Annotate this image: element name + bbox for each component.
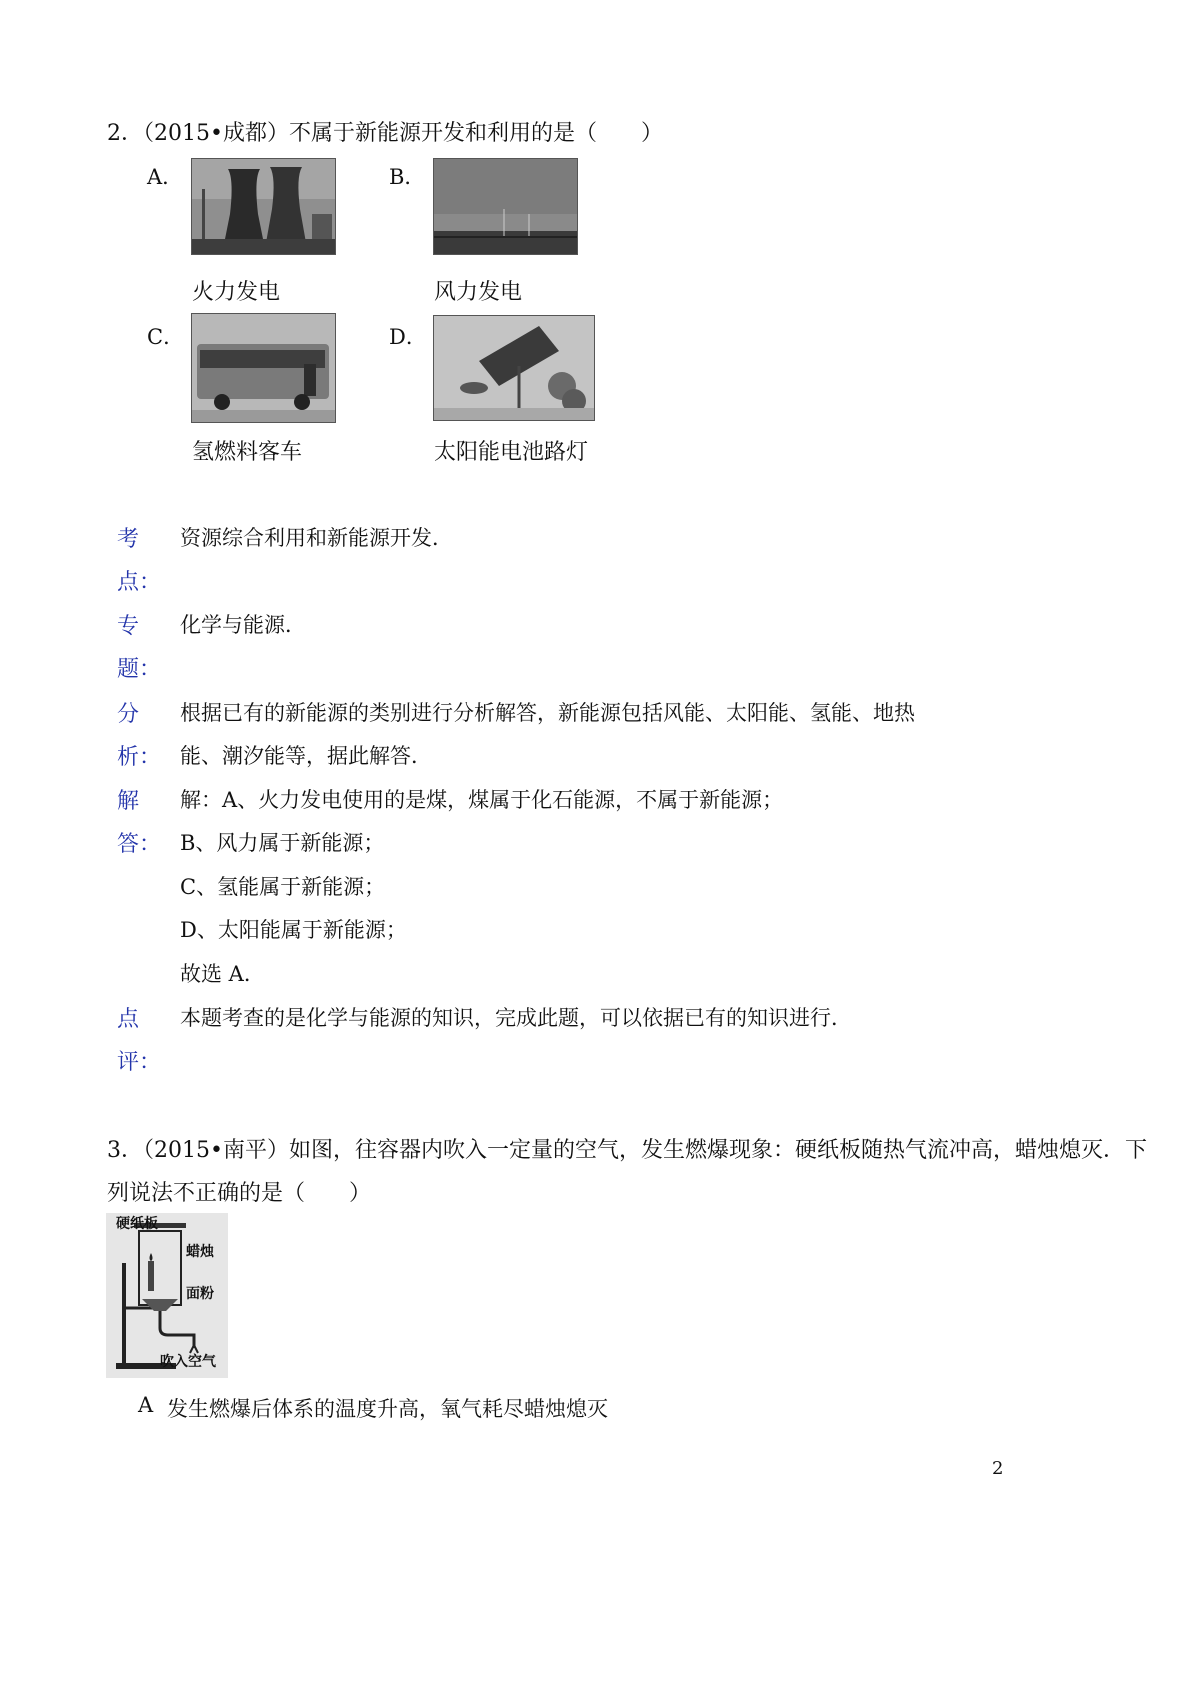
label-dianping-2: 评： bbox=[117, 1050, 162, 1075]
option-c-letter: C． bbox=[147, 325, 185, 349]
label-zhuanti-1: 专 bbox=[117, 614, 140, 639]
zhuanti-text: 化学与能源． bbox=[180, 613, 306, 637]
jieda-text-line-3: C、氢能属于新能源； bbox=[180, 875, 386, 899]
diagram-label-air: 吹入空气 bbox=[160, 1354, 216, 1370]
flour-explosion-diagram bbox=[106, 1213, 228, 1378]
question-2-stem: 2．（2015•成都）不属于新能源开发和利用的是（ ） bbox=[107, 121, 663, 146]
question-3-stem-line-2: 列说法不正确的是（ ） bbox=[107, 1181, 372, 1206]
jieda-text-line-5: 故选 A． bbox=[180, 962, 265, 986]
option-a-caption: 火力发电 bbox=[192, 280, 281, 305]
q3-option-a-text: 发生燃爆后体系的温度升高，氧气耗尽蜡烛熄灭 bbox=[167, 1397, 608, 1421]
solar-street-light-photo bbox=[433, 315, 595, 421]
dianping-text: 本题考查的是化学与能源的知识，完成此题，可以依据已有的知识进行． bbox=[180, 1006, 852, 1030]
option-b-letter: B． bbox=[389, 165, 426, 189]
label-jieda-1: 解 bbox=[117, 789, 140, 814]
jieda-text-line-4: D、太阳能属于新能源； bbox=[180, 918, 407, 942]
label-zhuanti-2: 题： bbox=[117, 657, 162, 682]
bus-photo bbox=[191, 313, 336, 423]
option-d-letter: D． bbox=[389, 325, 427, 349]
jieda-text-line-2: B、风力属于新能源； bbox=[180, 831, 385, 855]
page-number: 2 bbox=[992, 1458, 1004, 1479]
cooling-towers-photo bbox=[191, 158, 336, 255]
option-b-caption: 风力发电 bbox=[434, 280, 523, 305]
fenxi-text-line-1: 根据已有的新能源的类别进行分析解答，新能源包括风能、太阳能、氢能、地热 bbox=[180, 701, 915, 725]
question-3-stem-line-1: 3．（2015•南平）如图，往容器内吹入一定量的空气，发生燃爆现象：硬纸板随热气流冲高，蜡烛熄灭．下 bbox=[107, 1138, 1147, 1163]
option-c-caption: 氢燃料客车 bbox=[192, 440, 303, 465]
label-fenxi-2: 析： bbox=[117, 745, 162, 770]
fenxi-text-line-2: 能、潮汐能等，据此解答． bbox=[180, 744, 432, 768]
diagram-label-flour: 面粉 bbox=[186, 1286, 214, 1302]
wind-turbines-photo bbox=[433, 158, 578, 255]
kaodian-text: 资源综合利用和新能源开发． bbox=[180, 526, 453, 550]
label-kaodian-1: 考 bbox=[117, 527, 140, 552]
label-kaodian-2: 点： bbox=[117, 570, 162, 595]
label-jieda-2: 答： bbox=[117, 832, 162, 857]
jieda-text-line-1: 解：A、火力发电使用的是煤，煤属于化石能源，不属于新能源； bbox=[180, 788, 784, 812]
option-d-caption: 太阳能电池路灯 bbox=[434, 440, 589, 465]
q3-option-a-letter: A bbox=[138, 1393, 154, 1417]
option-a-letter: A． bbox=[147, 165, 184, 189]
diagram-label-candle: 蜡烛 bbox=[186, 1244, 214, 1260]
label-fenxi-1: 分 bbox=[117, 702, 140, 727]
label-dianping-1: 点 bbox=[117, 1007, 140, 1032]
diagram-label-board: 硬纸板 bbox=[116, 1216, 158, 1232]
